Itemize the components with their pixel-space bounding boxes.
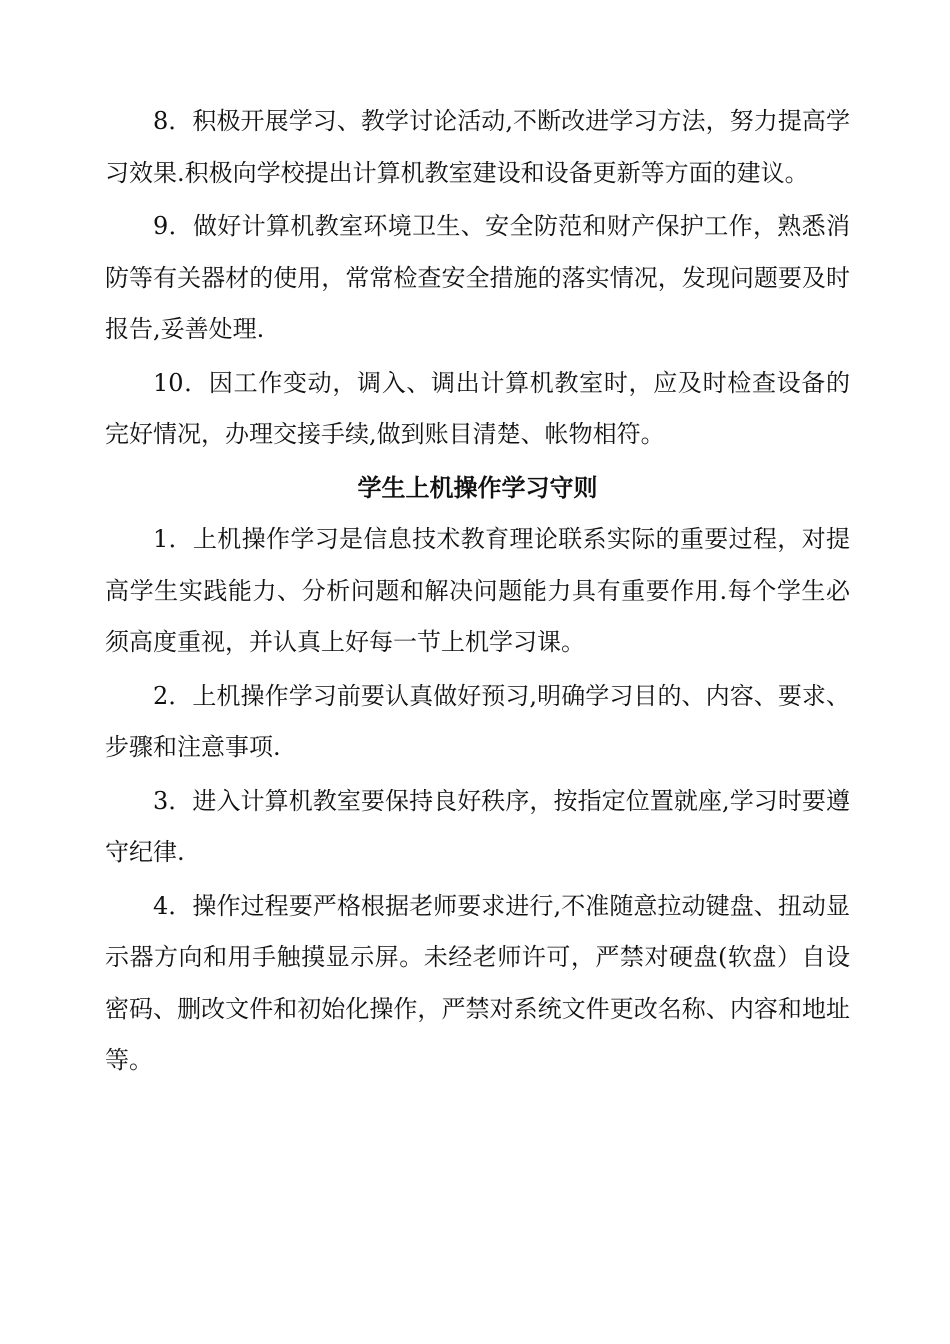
rule-4: 4．操作过程要严格根据老师要求进行,不准随意拉动键盘、扭动显示器方向和用手触摸显示屏。未经老师许可，严禁对硬盘(软盘）自设密码、删改文件和初始化操作，严禁对系统文件更改名称、内容和地址等。 bbox=[105, 891, 850, 1074]
paragraph-9: 9．做好计算机教室环境卫生、安全防范和财产保护工作，熟悉消防等有关器材的使用，常常检查安全措施的落实情况，发现问题要及时报告,妥善处理. bbox=[105, 212, 850, 343]
rule-1: 1．上机操作学习是信息技术教育理论联系实际的重要过程，对提高学生实践能力、分析问题和解决问题能力具有重要作用.每个学生必须高度重视，并认真上好每一节上机学习课。 bbox=[105, 525, 850, 656]
rule-3: 3．进入计算机教室要保持良好秩序，按指定位置就座,学习时要遵守纪律. bbox=[105, 786, 850, 866]
paragraph-10: 10．因工作变动，调入、调出计算机教室时，应及时检查设备的完好情况，办理交接手续,做到账目清楚、帐物相符。 bbox=[105, 368, 850, 448]
paragraph-8: 8．积极开展学习、教学讨论活动,不断改进学习方法，努力提高学习效果.积极向学校提出计算机教室建设和设备更新等方面的建议。 bbox=[105, 107, 850, 187]
section-title: 学生上机操作学习守则 bbox=[357, 473, 598, 502]
document-page bbox=[105, 96, 850, 1089]
rule-2: 2．上机操作学习前要认真做好预习,明确学习目的、内容、要求、步骤和注意事项. bbox=[105, 681, 850, 761]
